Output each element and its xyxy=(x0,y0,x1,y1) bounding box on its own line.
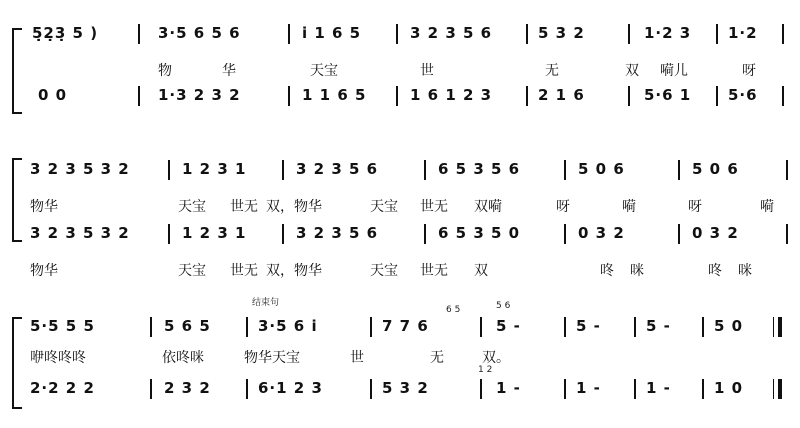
barline xyxy=(480,379,482,399)
lyric: 天宝 xyxy=(310,63,338,79)
barline xyxy=(424,160,426,180)
barline xyxy=(246,317,248,337)
barline xyxy=(634,317,636,337)
measure: 1 2 3 1 xyxy=(182,224,247,242)
lyric: 天宝 xyxy=(178,263,206,279)
measure: 1·2 xyxy=(728,24,758,42)
measure: 0 3 2 xyxy=(578,224,625,242)
measure: 3 2 3 5 3 2 xyxy=(30,160,130,178)
lyric: 天宝 xyxy=(370,263,398,279)
system-brace xyxy=(12,158,22,242)
barline xyxy=(786,160,788,180)
lower-staff xyxy=(30,379,790,399)
barline xyxy=(634,379,636,399)
measure: 5 0 xyxy=(714,317,744,335)
barline xyxy=(702,317,704,337)
barline xyxy=(678,160,680,180)
barline xyxy=(288,24,290,44)
measure: 1·2 3 xyxy=(644,24,692,42)
measure: 5·5 5 5 xyxy=(30,317,95,335)
final-barline xyxy=(778,379,782,399)
final-barline xyxy=(778,317,782,337)
measure: 0 3 2 xyxy=(692,224,739,242)
barline xyxy=(138,86,140,106)
measure: 0 0 xyxy=(38,86,68,104)
measure: 5 - xyxy=(496,317,521,335)
lower-staff xyxy=(30,86,790,106)
lyric: 双，物华 xyxy=(266,263,322,279)
lyric: 双。 xyxy=(482,350,510,366)
lyric: 呀 xyxy=(742,63,756,79)
lyric: 呀 xyxy=(556,199,570,215)
lyric: 依咚咪 xyxy=(162,350,204,366)
barline xyxy=(716,24,718,44)
upper-staff xyxy=(30,160,790,180)
lyric: 咪 xyxy=(630,263,644,279)
barline xyxy=(786,224,788,244)
lyric: 嗬儿 xyxy=(660,63,688,79)
upper-staff xyxy=(30,24,790,44)
grace-note-upper-2: 5 6 xyxy=(496,301,511,311)
barline xyxy=(168,224,170,244)
lyric: 物华 xyxy=(30,263,58,279)
lyric: 世 xyxy=(350,350,364,366)
barline xyxy=(628,24,630,44)
barline xyxy=(282,160,284,180)
lyric: 天宝 xyxy=(370,199,398,215)
barline xyxy=(564,224,566,244)
barline xyxy=(396,86,398,106)
system-3 xyxy=(0,295,800,420)
measure: 2 1 6 xyxy=(538,86,585,104)
measure: 5·6 1 xyxy=(644,86,692,104)
lyric: 世 xyxy=(420,63,434,79)
lyric: 物华 xyxy=(30,199,58,215)
lyric: 无 xyxy=(430,350,444,366)
measure: 3 2 3 5 6 xyxy=(410,24,493,42)
barline xyxy=(564,160,566,180)
lyric: 嗬 xyxy=(622,199,636,215)
barline xyxy=(246,379,248,399)
barline xyxy=(702,379,704,399)
system-1 xyxy=(0,20,800,110)
measure: 3 2 3 5 3 2 xyxy=(30,224,130,242)
lyric-line xyxy=(30,60,790,78)
lyric: 无 xyxy=(545,63,559,79)
grace-note-upper: 6 5 xyxy=(446,305,461,315)
measure: 1 0 xyxy=(714,379,744,397)
lyric: 天宝 xyxy=(178,199,206,215)
measure: 3 2 3 5 6 xyxy=(296,224,379,242)
lyric: 华 xyxy=(222,63,236,79)
measure: 6 5 3 5 0 xyxy=(438,224,521,242)
barline xyxy=(370,317,372,337)
barline xyxy=(782,24,784,44)
system-brace xyxy=(12,28,22,114)
barline xyxy=(138,24,140,44)
barline xyxy=(480,317,482,337)
grace-note-lower: 1 2 xyxy=(478,365,493,375)
measure: 1 1 6 5 xyxy=(302,86,367,104)
measure: 2·2 2 2 xyxy=(30,379,95,397)
lyric: 咿咚咚咚 xyxy=(30,350,86,366)
lower-staff xyxy=(30,224,790,244)
measure: 2 3 2 xyxy=(164,379,211,397)
system-brace xyxy=(12,317,22,409)
measure: 5 0 6 xyxy=(578,160,625,178)
barline xyxy=(288,86,290,106)
measure: 6 5 3 5 6 xyxy=(438,160,521,178)
lyric: 呀 xyxy=(688,199,702,215)
barline xyxy=(150,379,152,399)
barline xyxy=(526,24,528,44)
measure: 1 - xyxy=(576,379,601,397)
lyric: 双 xyxy=(625,63,639,79)
measure: 5 - xyxy=(646,317,671,335)
measure: 5 - xyxy=(576,317,601,335)
measure: 5̣2̣3̣ 5 ) xyxy=(32,24,99,42)
measure: 1 2 3 1 xyxy=(182,160,247,178)
measure: 1 6 1 2 3 xyxy=(410,86,493,104)
lyric: 双嗬 xyxy=(474,199,502,215)
barline xyxy=(564,379,566,399)
barline xyxy=(396,24,398,44)
lyric: 物华天宝 xyxy=(244,350,300,366)
lyric: 嗬 xyxy=(760,199,774,215)
measure: 7 7 6 xyxy=(382,317,429,335)
lyric: 世无 xyxy=(230,263,258,279)
lyric: 世无 xyxy=(420,263,448,279)
lyric-line xyxy=(30,347,790,365)
barline xyxy=(282,224,284,244)
lyric: 咚 xyxy=(708,263,722,279)
upper-staff xyxy=(30,317,790,337)
measure: 5 3 2 xyxy=(538,24,585,42)
lyric: 咚 xyxy=(600,263,614,279)
barline xyxy=(150,317,152,337)
measure: 5 3 2 xyxy=(382,379,429,397)
measure: 3·5 6 i xyxy=(258,317,318,335)
lyric: 世无 xyxy=(230,199,258,215)
measure: 5 0 6 xyxy=(692,160,739,178)
measure: i 1 6 5 xyxy=(302,24,362,42)
ending-marking: 结束句 xyxy=(252,298,280,308)
measure: 1·3 2 3 2 xyxy=(158,86,241,104)
lyric: 物 xyxy=(158,63,172,79)
measure: 3·5 6 5 6 xyxy=(158,24,241,42)
barline xyxy=(424,224,426,244)
barline xyxy=(564,317,566,337)
measure: 5·6 xyxy=(728,86,758,104)
measure: 3 2 3 5 6 xyxy=(296,160,379,178)
barline xyxy=(370,379,372,399)
lyric: 双 xyxy=(474,263,488,279)
measure: 1 - xyxy=(646,379,671,397)
measure: 5 6 5 xyxy=(164,317,211,335)
measure: 1 - xyxy=(496,379,521,397)
barline xyxy=(716,86,718,106)
system-2 xyxy=(0,150,800,280)
lyric: 咪 xyxy=(738,263,752,279)
measure: 6·1 2 3 xyxy=(258,379,323,397)
barline xyxy=(526,86,528,106)
barline xyxy=(628,86,630,106)
barline xyxy=(678,224,680,244)
barline xyxy=(782,86,784,106)
lyric: 双，物华 xyxy=(266,199,322,215)
lyric-line xyxy=(30,196,790,214)
lyric: 世无 xyxy=(420,199,448,215)
barline xyxy=(168,160,170,180)
lyric-line xyxy=(30,260,790,278)
